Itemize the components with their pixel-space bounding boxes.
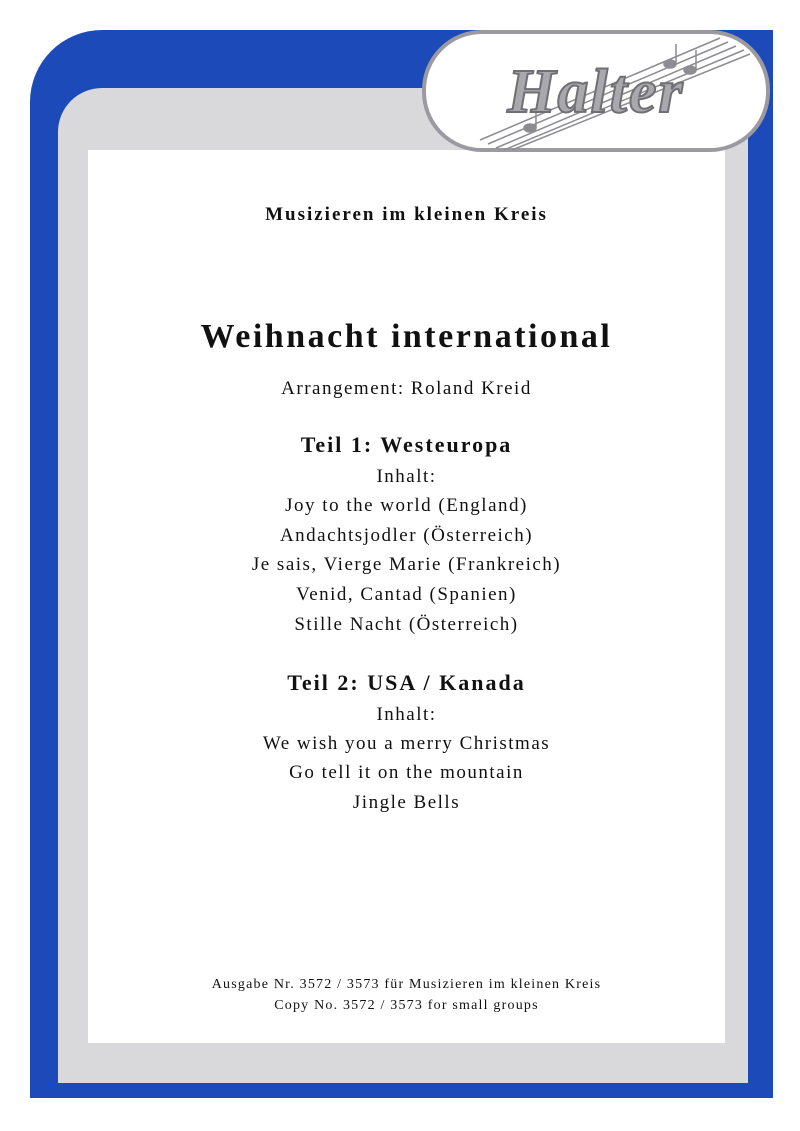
part-2-contents-label: Inhalt: [376, 704, 437, 725]
song-item: Je sais, Vierge Marie (Frankreich) [251, 554, 562, 575]
song-item: Joy to the world (England) [285, 495, 528, 516]
song-item: Stille Nacht (Österreich) [294, 614, 519, 635]
publisher-logo [420, 28, 772, 154]
footer-edition-en: Copy No. 3572 / 3573 for small groups [274, 998, 539, 1013]
song-item: We wish you a merry Christmas [262, 733, 551, 754]
footer-edition-de: Ausgabe Nr. 3572 / 3573 für Musizieren im kleinen Kreis [211, 977, 602, 992]
part-2-heading: Teil 2: USA / Kanada [287, 670, 526, 695]
arranger-credit: Arrangement: Roland Kreid [281, 378, 532, 399]
song-item: Venid, Cantad (Spanien) [296, 584, 517, 605]
song-item: Andachtsjodler (Österreich) [279, 525, 534, 546]
page-title: Weihnacht international [200, 318, 613, 355]
song-item: Go tell it on the mountain [289, 762, 524, 783]
part-1-heading: Teil 1: Westeuropa [300, 432, 513, 457]
logo-wordmark: Halter [507, 58, 685, 126]
song-item: Jingle Bells [352, 792, 461, 813]
part-1-contents-label: Inhalt: [376, 466, 437, 487]
series-title: Musizieren im kleinen Kreis [265, 204, 548, 225]
